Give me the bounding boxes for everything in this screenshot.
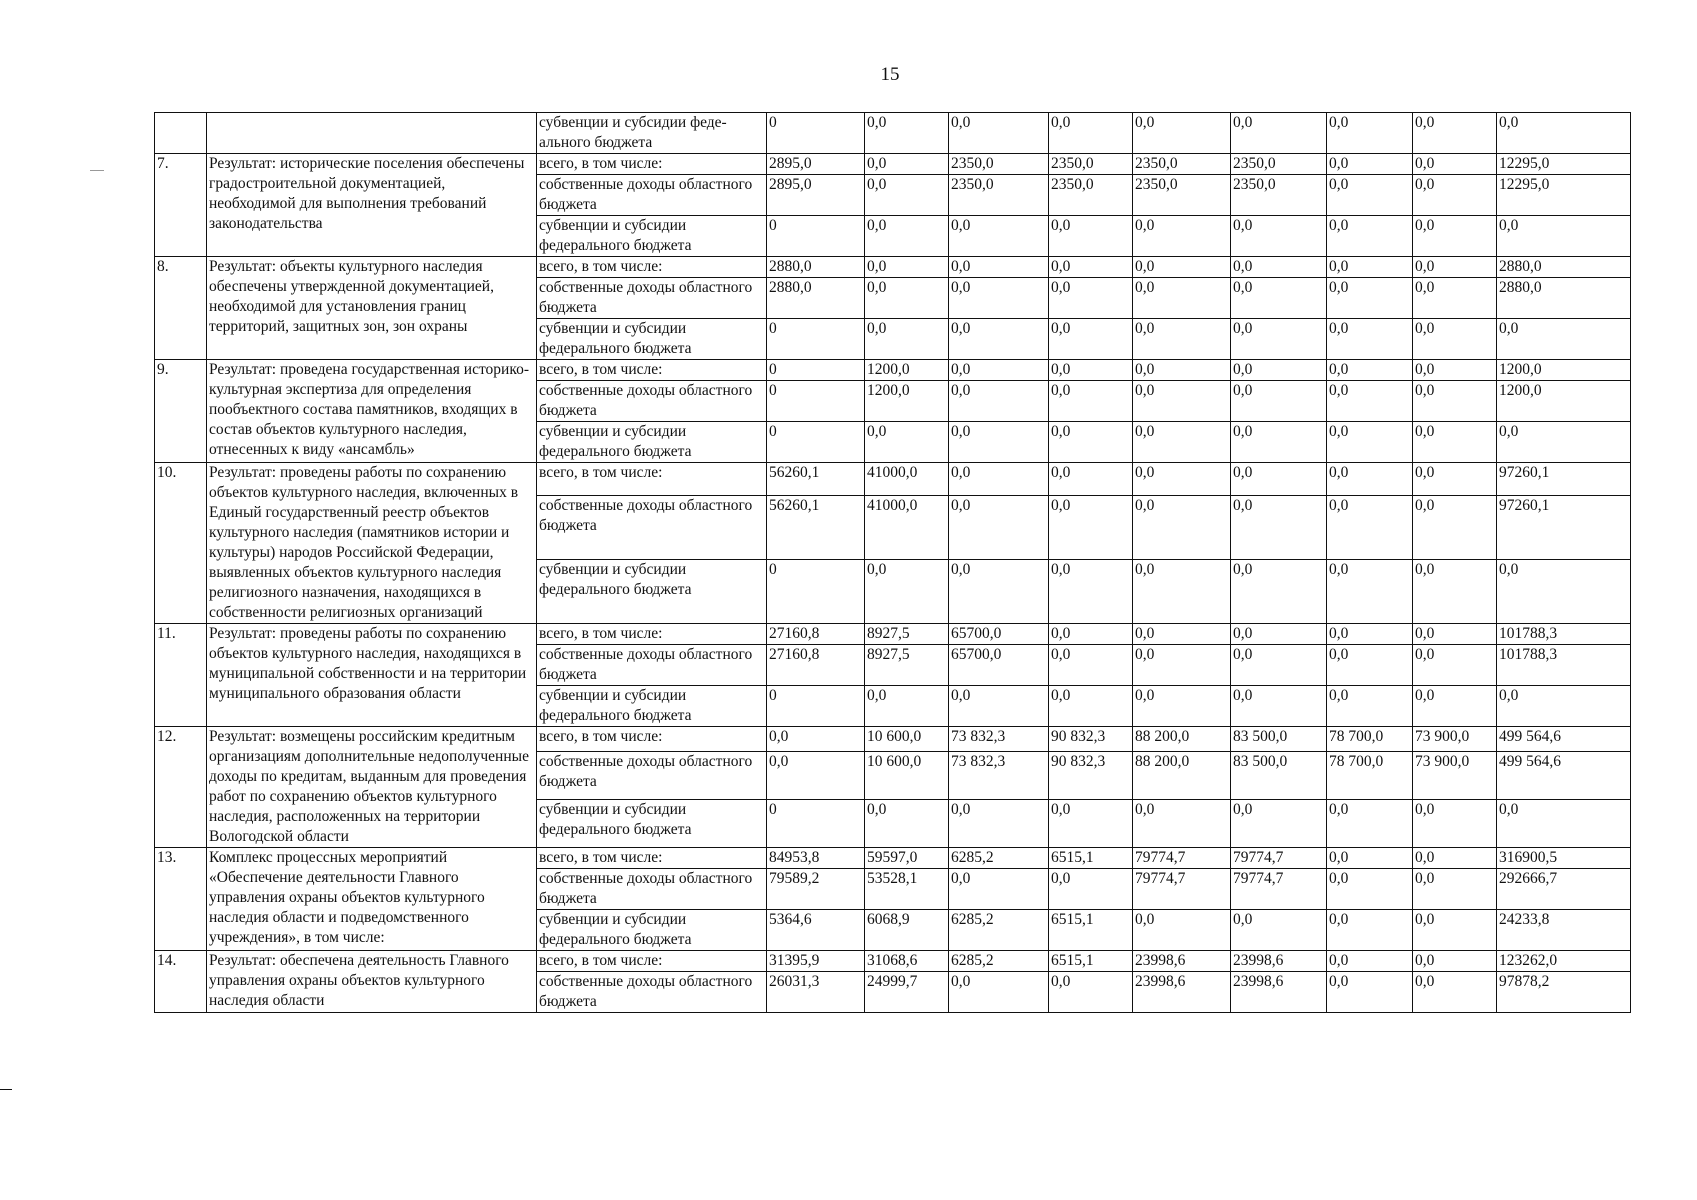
amount-value: 59597,0 xyxy=(865,848,949,869)
total-value: 0,0 xyxy=(1497,559,1631,623)
amount-value: 0,0 xyxy=(949,422,1049,463)
total-value: 0,0 xyxy=(1497,422,1631,463)
amount-value: 0,0 xyxy=(1049,381,1133,422)
amount-value: 0,0 xyxy=(1413,799,1497,847)
table-body xyxy=(155,113,1631,1013)
amount-value: 0,0 xyxy=(1133,559,1231,623)
table-row xyxy=(155,624,1631,645)
amount-value: 88 200,0 xyxy=(1133,751,1231,799)
result-description: Результат: объекты культурного наследия обеспечены утвержденной документацией, необходимой для установления границ территорий, защитных зон, зон охраны xyxy=(207,257,537,360)
amount-value: 6068,9 xyxy=(865,910,949,951)
total-value: 97878,2 xyxy=(1497,972,1631,1013)
amount-value: 2350,0 xyxy=(1231,154,1327,175)
result-description: Результат: возмещены российским кредитным организациям дополнительные недополученные доходы по кредитам, выданным для проведения работ по сохранению объектов культурного наследия, расположенных на территории Вологодской области xyxy=(207,727,537,848)
amount-value: 0,0 xyxy=(1231,910,1327,951)
total-value: 292666,7 xyxy=(1497,869,1631,910)
amount-value: 0,0 xyxy=(1231,495,1327,559)
amount-value: 0,0 xyxy=(1133,422,1231,463)
row-number: 13. xyxy=(155,848,207,951)
amount-value: 90 832,3 xyxy=(1049,727,1133,752)
funding-source: субвенции и субсидии федерального бюджета xyxy=(537,559,767,623)
amount-value: 0,0 xyxy=(1049,278,1133,319)
amount-value: 65700,0 xyxy=(949,645,1049,686)
amount-value: 2350,0 xyxy=(949,154,1049,175)
amount-value: 0,0 xyxy=(949,686,1049,727)
amount-value: 0,0 xyxy=(949,360,1049,381)
row-number: 12. xyxy=(155,727,207,848)
table-row xyxy=(155,463,1631,496)
total-value: 97260,1 xyxy=(1497,495,1631,559)
amount-value: 0,0 xyxy=(1327,799,1413,847)
amount-value: 24999,7 xyxy=(865,972,949,1013)
amount-value: 88 200,0 xyxy=(1133,727,1231,752)
funding-source: собственные доходы областного бюджета xyxy=(537,175,767,216)
amount-value: 0,0 xyxy=(865,154,949,175)
amount-value: 0,0 xyxy=(1133,910,1231,951)
amount-value: 65700,0 xyxy=(949,624,1049,645)
amount-value: 0,0 xyxy=(1231,257,1327,278)
amount-value: 6515,1 xyxy=(1049,848,1133,869)
amount-value: 0,0 xyxy=(1327,645,1413,686)
row-number: 11. xyxy=(155,624,207,727)
funding-source: собственные доходы областного бюджета xyxy=(537,972,767,1013)
amount-value: 0,0 xyxy=(1049,319,1133,360)
amount-value: 0,0 xyxy=(1413,495,1497,559)
amount-value: 0 xyxy=(767,381,865,422)
amount-value: 0,0 xyxy=(1049,972,1133,1013)
amount-value: 0,0 xyxy=(1413,559,1497,623)
row-number: 9. xyxy=(155,360,207,463)
amount-value: 0,0 xyxy=(1133,360,1231,381)
amount-value: 0,0 xyxy=(1413,686,1497,727)
amount-value: 0,0 xyxy=(1231,113,1327,154)
amount-value: 27160,8 xyxy=(767,624,865,645)
amount-value: 0,0 xyxy=(949,869,1049,910)
amount-value: 0,0 xyxy=(1231,360,1327,381)
amount-value: 83 500,0 xyxy=(1231,727,1327,752)
row-number: 10. xyxy=(155,463,207,624)
amount-value: 0,0 xyxy=(1133,799,1231,847)
amount-value: 0,0 xyxy=(1327,624,1413,645)
amount-value: 0,0 xyxy=(949,257,1049,278)
amount-value: 78 700,0 xyxy=(1327,727,1413,752)
amount-value: 90 832,3 xyxy=(1049,751,1133,799)
amount-value: 0,0 xyxy=(1413,645,1497,686)
amount-value: 0,0 xyxy=(949,799,1049,847)
amount-value: 5364,6 xyxy=(767,910,865,951)
amount-value: 0,0 xyxy=(1413,624,1497,645)
amount-value: 0,0 xyxy=(1413,360,1497,381)
amount-value: 27160,8 xyxy=(767,645,865,686)
amount-value: 0,0 xyxy=(1413,113,1497,154)
amount-value: 0,0 xyxy=(1413,278,1497,319)
amount-value: 2895,0 xyxy=(767,175,865,216)
amount-value: 0,0 xyxy=(1231,463,1327,496)
amount-value: 73 900,0 xyxy=(1413,727,1497,752)
amount-value: 0,0 xyxy=(1049,799,1133,847)
amount-value: 0,0 xyxy=(949,319,1049,360)
amount-value: 0,0 xyxy=(1413,319,1497,360)
table-row xyxy=(155,951,1631,972)
amount-value: 53528,1 xyxy=(865,869,949,910)
amount-value: 0,0 xyxy=(1231,686,1327,727)
amount-value: 2350,0 xyxy=(949,175,1049,216)
total-value: 0,0 xyxy=(1497,686,1631,727)
amount-value: 0,0 xyxy=(1231,278,1327,319)
row-number: 8. xyxy=(155,257,207,360)
amount-value: 0,0 xyxy=(1133,686,1231,727)
result-description: Результат: проведены работы по сохранению объектов культурного наследия, включенных в Единый государственный реестр объектов культурного наследия (памятников истории и культуры) народов Российской Федерации, выявленных объектов культурного наследия религиозного назначения, находящихся в собственности религиозных организаций xyxy=(207,463,537,624)
funding-source: собственные доходы областного бюджета xyxy=(537,751,767,799)
amount-value: 83 500,0 xyxy=(1231,751,1327,799)
funding-source: всего, в том числе: xyxy=(537,727,767,752)
amount-value: 0,0 xyxy=(949,495,1049,559)
amount-value: 23998,6 xyxy=(1133,951,1231,972)
amount-value: 0,0 xyxy=(1413,381,1497,422)
table-row xyxy=(155,154,1631,175)
total-value: 101788,3 xyxy=(1497,645,1631,686)
amount-value: 0,0 xyxy=(949,972,1049,1013)
amount-value: 0,0 xyxy=(1231,216,1327,257)
funding-source: собственные доходы областного бюджета xyxy=(537,869,767,910)
amount-value: 0,0 xyxy=(1327,686,1413,727)
funding-source: всего, в том числе: xyxy=(537,257,767,278)
amount-value: 73 832,3 xyxy=(949,727,1049,752)
total-value: 12295,0 xyxy=(1497,175,1631,216)
amount-value: 0 xyxy=(767,799,865,847)
amount-value: 0,0 xyxy=(1327,848,1413,869)
amount-value: 0,0 xyxy=(1327,319,1413,360)
amount-value: 0,0 xyxy=(1231,645,1327,686)
amount-value: 79589,2 xyxy=(767,869,865,910)
amount-value: 2880,0 xyxy=(767,257,865,278)
amount-value: 0,0 xyxy=(1327,360,1413,381)
amount-value: 0,0 xyxy=(1133,624,1231,645)
left-margin-dash xyxy=(0,1089,12,1090)
result-description: Результат: проведены работы по сохранению объектов культурного наследия, находящихся в муниципальной собственности и на территории муниципального образования области xyxy=(207,624,537,727)
amount-value: 10 600,0 xyxy=(865,727,949,752)
amount-value: 10 600,0 xyxy=(865,751,949,799)
funding-source: субвенции и субсидии федерального бюджета xyxy=(537,319,767,360)
funding-source: всего, в том числе: xyxy=(537,360,767,381)
amount-value: 0,0 xyxy=(1133,216,1231,257)
amount-value: 0,0 xyxy=(1133,645,1231,686)
amount-value: 0,0 xyxy=(1133,319,1231,360)
table-row xyxy=(155,257,1631,278)
result-description: Результат: исторические поселения обеспечены градостроительной документацией, необходимой для выполнения требований законодательства xyxy=(207,154,537,257)
table-row xyxy=(155,848,1631,869)
amount-value: 2880,0 xyxy=(767,278,865,319)
result-description: Результат: проведена государственная историко-культурная экспертиза для определения пообъектного состава памятников, входящих в состав объектов культурного наследия, отнесенных к виду «ансамбль» xyxy=(207,360,537,463)
amount-value: 0,0 xyxy=(1327,463,1413,496)
budget-table xyxy=(154,112,1631,1013)
amount-value: 0,0 xyxy=(1049,463,1133,496)
amount-value: 6515,1 xyxy=(1049,951,1133,972)
amount-value: 0,0 xyxy=(1049,645,1133,686)
amount-value: 56260,1 xyxy=(767,495,865,559)
amount-value: 0,0 xyxy=(1049,257,1133,278)
amount-value: 0,0 xyxy=(1231,559,1327,623)
table-row xyxy=(155,360,1631,381)
total-value: 2880,0 xyxy=(1497,257,1631,278)
amount-value: 0 xyxy=(767,686,865,727)
amount-value: 0,0 xyxy=(865,278,949,319)
amount-value: 6285,2 xyxy=(949,951,1049,972)
amount-value: 2350,0 xyxy=(1133,175,1231,216)
result-description: Результат: обеспечена деятельность Главного управления охраны объектов культурного наследия области xyxy=(207,951,537,1013)
funding-source: всего, в том числе: xyxy=(537,848,767,869)
amount-value: 0,0 xyxy=(1231,799,1327,847)
amount-value: 0,0 xyxy=(1231,624,1327,645)
total-value: 97260,1 xyxy=(1497,463,1631,496)
amount-value: 0,0 xyxy=(1133,278,1231,319)
amount-value: 0,0 xyxy=(1231,422,1327,463)
funding-source: всего, в том числе: xyxy=(537,463,767,496)
amount-value: 78 700,0 xyxy=(1327,751,1413,799)
total-value: 2880,0 xyxy=(1497,278,1631,319)
amount-value: 0,0 xyxy=(1133,495,1231,559)
total-value: 12295,0 xyxy=(1497,154,1631,175)
amount-value: 0 xyxy=(767,559,865,623)
row-number xyxy=(155,113,207,154)
funding-source: субвенции и субсидии федерального бюджета xyxy=(537,799,767,847)
total-value: 499 564,6 xyxy=(1497,727,1631,752)
amount-value: 0,0 xyxy=(1049,624,1133,645)
amount-value: 79774,7 xyxy=(1133,848,1231,869)
amount-value: 56260,1 xyxy=(767,463,865,496)
amount-value: 0,0 xyxy=(1327,910,1413,951)
amount-value: 0,0 xyxy=(1049,422,1133,463)
amount-value: 0,0 xyxy=(865,216,949,257)
amount-value: 0,0 xyxy=(865,422,949,463)
amount-value: 0,0 xyxy=(1327,154,1413,175)
amount-value: 0,0 xyxy=(1327,381,1413,422)
amount-value: 0,0 xyxy=(1413,972,1497,1013)
amount-value: 26031,3 xyxy=(767,972,865,1013)
amount-value: 0,0 xyxy=(865,559,949,623)
amount-value: 2895,0 xyxy=(767,154,865,175)
amount-value: 8927,5 xyxy=(865,624,949,645)
amount-value: 0,0 xyxy=(1413,463,1497,496)
amount-value: 0,0 xyxy=(1327,278,1413,319)
amount-value: 0,0 xyxy=(1413,951,1497,972)
table-row xyxy=(155,113,1631,154)
total-value: 123262,0 xyxy=(1497,951,1631,972)
total-value: 0,0 xyxy=(1497,216,1631,257)
funding-source: собственные доходы областного бюджета xyxy=(537,381,767,422)
amount-value: 0,0 xyxy=(949,113,1049,154)
amount-value: 0,0 xyxy=(1231,381,1327,422)
amount-value: 0 xyxy=(767,319,865,360)
amount-value: 0,0 xyxy=(1327,869,1413,910)
amount-value: 0,0 xyxy=(865,257,949,278)
amount-value: 23998,6 xyxy=(1231,951,1327,972)
funding-source: собственные доходы областного бюджета xyxy=(537,278,767,319)
amount-value: 0,0 xyxy=(1413,848,1497,869)
funding-source: всего, в том числе: xyxy=(537,154,767,175)
amount-value: 0,0 xyxy=(1327,422,1413,463)
total-value: 24233,8 xyxy=(1497,910,1631,951)
row-number: 7. xyxy=(155,154,207,257)
amount-value: 0,0 xyxy=(1049,559,1133,623)
amount-value: 1200,0 xyxy=(865,360,949,381)
amount-value: 23998,6 xyxy=(1133,972,1231,1013)
amount-value: 6515,1 xyxy=(1049,910,1133,951)
amount-value: 2350,0 xyxy=(1049,175,1133,216)
funding-source: всего, в том числе: xyxy=(537,624,767,645)
amount-value: 0,0 xyxy=(949,216,1049,257)
amount-value: 1200,0 xyxy=(865,381,949,422)
amount-value: 0,0 xyxy=(949,463,1049,496)
amount-value: 84953,8 xyxy=(767,848,865,869)
amount-value: 0,0 xyxy=(1413,216,1497,257)
funding-source: всего, в том числе: xyxy=(537,951,767,972)
total-value: 316900,5 xyxy=(1497,848,1631,869)
amount-value: 0,0 xyxy=(865,175,949,216)
amount-value: 0,0 xyxy=(1413,257,1497,278)
funding-source: субвенции и субсидии федерального бюджета xyxy=(537,686,767,727)
amount-value: 0,0 xyxy=(1049,869,1133,910)
amount-value: 0 xyxy=(767,113,865,154)
amount-value: 2350,0 xyxy=(1231,175,1327,216)
total-value: 0,0 xyxy=(1497,799,1631,847)
amount-value: 0,0 xyxy=(1413,154,1497,175)
row-number: 14. xyxy=(155,951,207,1013)
page-number: 15 xyxy=(880,64,900,85)
amount-value: 0 xyxy=(767,216,865,257)
funding-source: субвенции и субсидии федерального бюджета xyxy=(537,216,767,257)
total-value: 0,0 xyxy=(1497,319,1631,360)
total-value: 1200,0 xyxy=(1497,360,1631,381)
amount-value: 0,0 xyxy=(767,727,865,752)
amount-value: 0,0 xyxy=(1327,216,1413,257)
amount-value: 0,0 xyxy=(1327,257,1413,278)
amount-value: 0 xyxy=(767,360,865,381)
amount-value: 0,0 xyxy=(1133,381,1231,422)
amount-value: 0,0 xyxy=(1327,559,1413,623)
amount-value: 0,0 xyxy=(1133,257,1231,278)
amount-value: 0,0 xyxy=(1327,495,1413,559)
amount-value: 0,0 xyxy=(949,381,1049,422)
amount-value: 8927,5 xyxy=(865,645,949,686)
amount-value: 0,0 xyxy=(1413,175,1497,216)
amount-value: 0,0 xyxy=(1049,686,1133,727)
total-value: 499 564,6 xyxy=(1497,751,1631,799)
funding-source: субвенции и субсидии федерального бюджета xyxy=(537,910,767,951)
total-value: 1200,0 xyxy=(1497,381,1631,422)
funding-source: субвенции и субсидии федерального бюджета xyxy=(537,422,767,463)
amount-value: 79774,7 xyxy=(1231,848,1327,869)
amount-value: 0,0 xyxy=(1413,422,1497,463)
funding-source: собственные доходы областного бюджета xyxy=(537,645,767,686)
amount-value: 0,0 xyxy=(865,319,949,360)
amount-value: 73 900,0 xyxy=(1413,751,1497,799)
amount-value: 2350,0 xyxy=(1133,154,1231,175)
result-description: Комплекс процессных мероприятий «Обеспечение деятельности Главного управления охраны объектов культурного наследия области и подведомственного учреждения», в том числе: xyxy=(207,848,537,951)
amount-value: 0,0 xyxy=(1327,951,1413,972)
amount-value: 41000,0 xyxy=(865,495,949,559)
amount-value: 31068,6 xyxy=(865,951,949,972)
left-margin-mark xyxy=(90,170,104,171)
amount-value: 0,0 xyxy=(1413,869,1497,910)
amount-value: 0,0 xyxy=(865,799,949,847)
table-row xyxy=(155,727,1631,752)
amount-value: 0,0 xyxy=(1133,463,1231,496)
amount-value: 0,0 xyxy=(865,113,949,154)
amount-value: 73 832,3 xyxy=(949,751,1049,799)
amount-value: 6285,2 xyxy=(949,848,1049,869)
amount-value: 2350,0 xyxy=(1049,154,1133,175)
amount-value: 0,0 xyxy=(1327,972,1413,1013)
amount-value: 0,0 xyxy=(1133,113,1231,154)
amount-value: 0,0 xyxy=(1049,360,1133,381)
funding-source: субвенции и субсидии феде-ального бюджета xyxy=(537,113,767,154)
amount-value: 0,0 xyxy=(949,559,1049,623)
amount-value: 0,0 xyxy=(767,751,865,799)
amount-value: 0,0 xyxy=(1413,910,1497,951)
amount-value: 41000,0 xyxy=(865,463,949,496)
amount-value: 0,0 xyxy=(949,278,1049,319)
amount-value: 0,0 xyxy=(1049,216,1133,257)
total-value: 0,0 xyxy=(1497,113,1631,154)
total-value: 101788,3 xyxy=(1497,624,1631,645)
funding-source: собственные доходы областного бюджета xyxy=(537,495,767,559)
amount-value: 79774,7 xyxy=(1133,869,1231,910)
amount-value: 23998,6 xyxy=(1231,972,1327,1013)
amount-value: 0,0 xyxy=(1231,319,1327,360)
amount-value: 0,0 xyxy=(1049,113,1133,154)
amount-value: 79774,7 xyxy=(1231,869,1327,910)
amount-value: 0,0 xyxy=(1327,175,1413,216)
amount-value: 0,0 xyxy=(1049,495,1133,559)
amount-value: 0,0 xyxy=(1327,113,1413,154)
amount-value: 0,0 xyxy=(865,686,949,727)
amount-value: 31395,9 xyxy=(767,951,865,972)
amount-value: 6285,2 xyxy=(949,910,1049,951)
result-description xyxy=(207,113,537,154)
amount-value: 0 xyxy=(767,422,865,463)
